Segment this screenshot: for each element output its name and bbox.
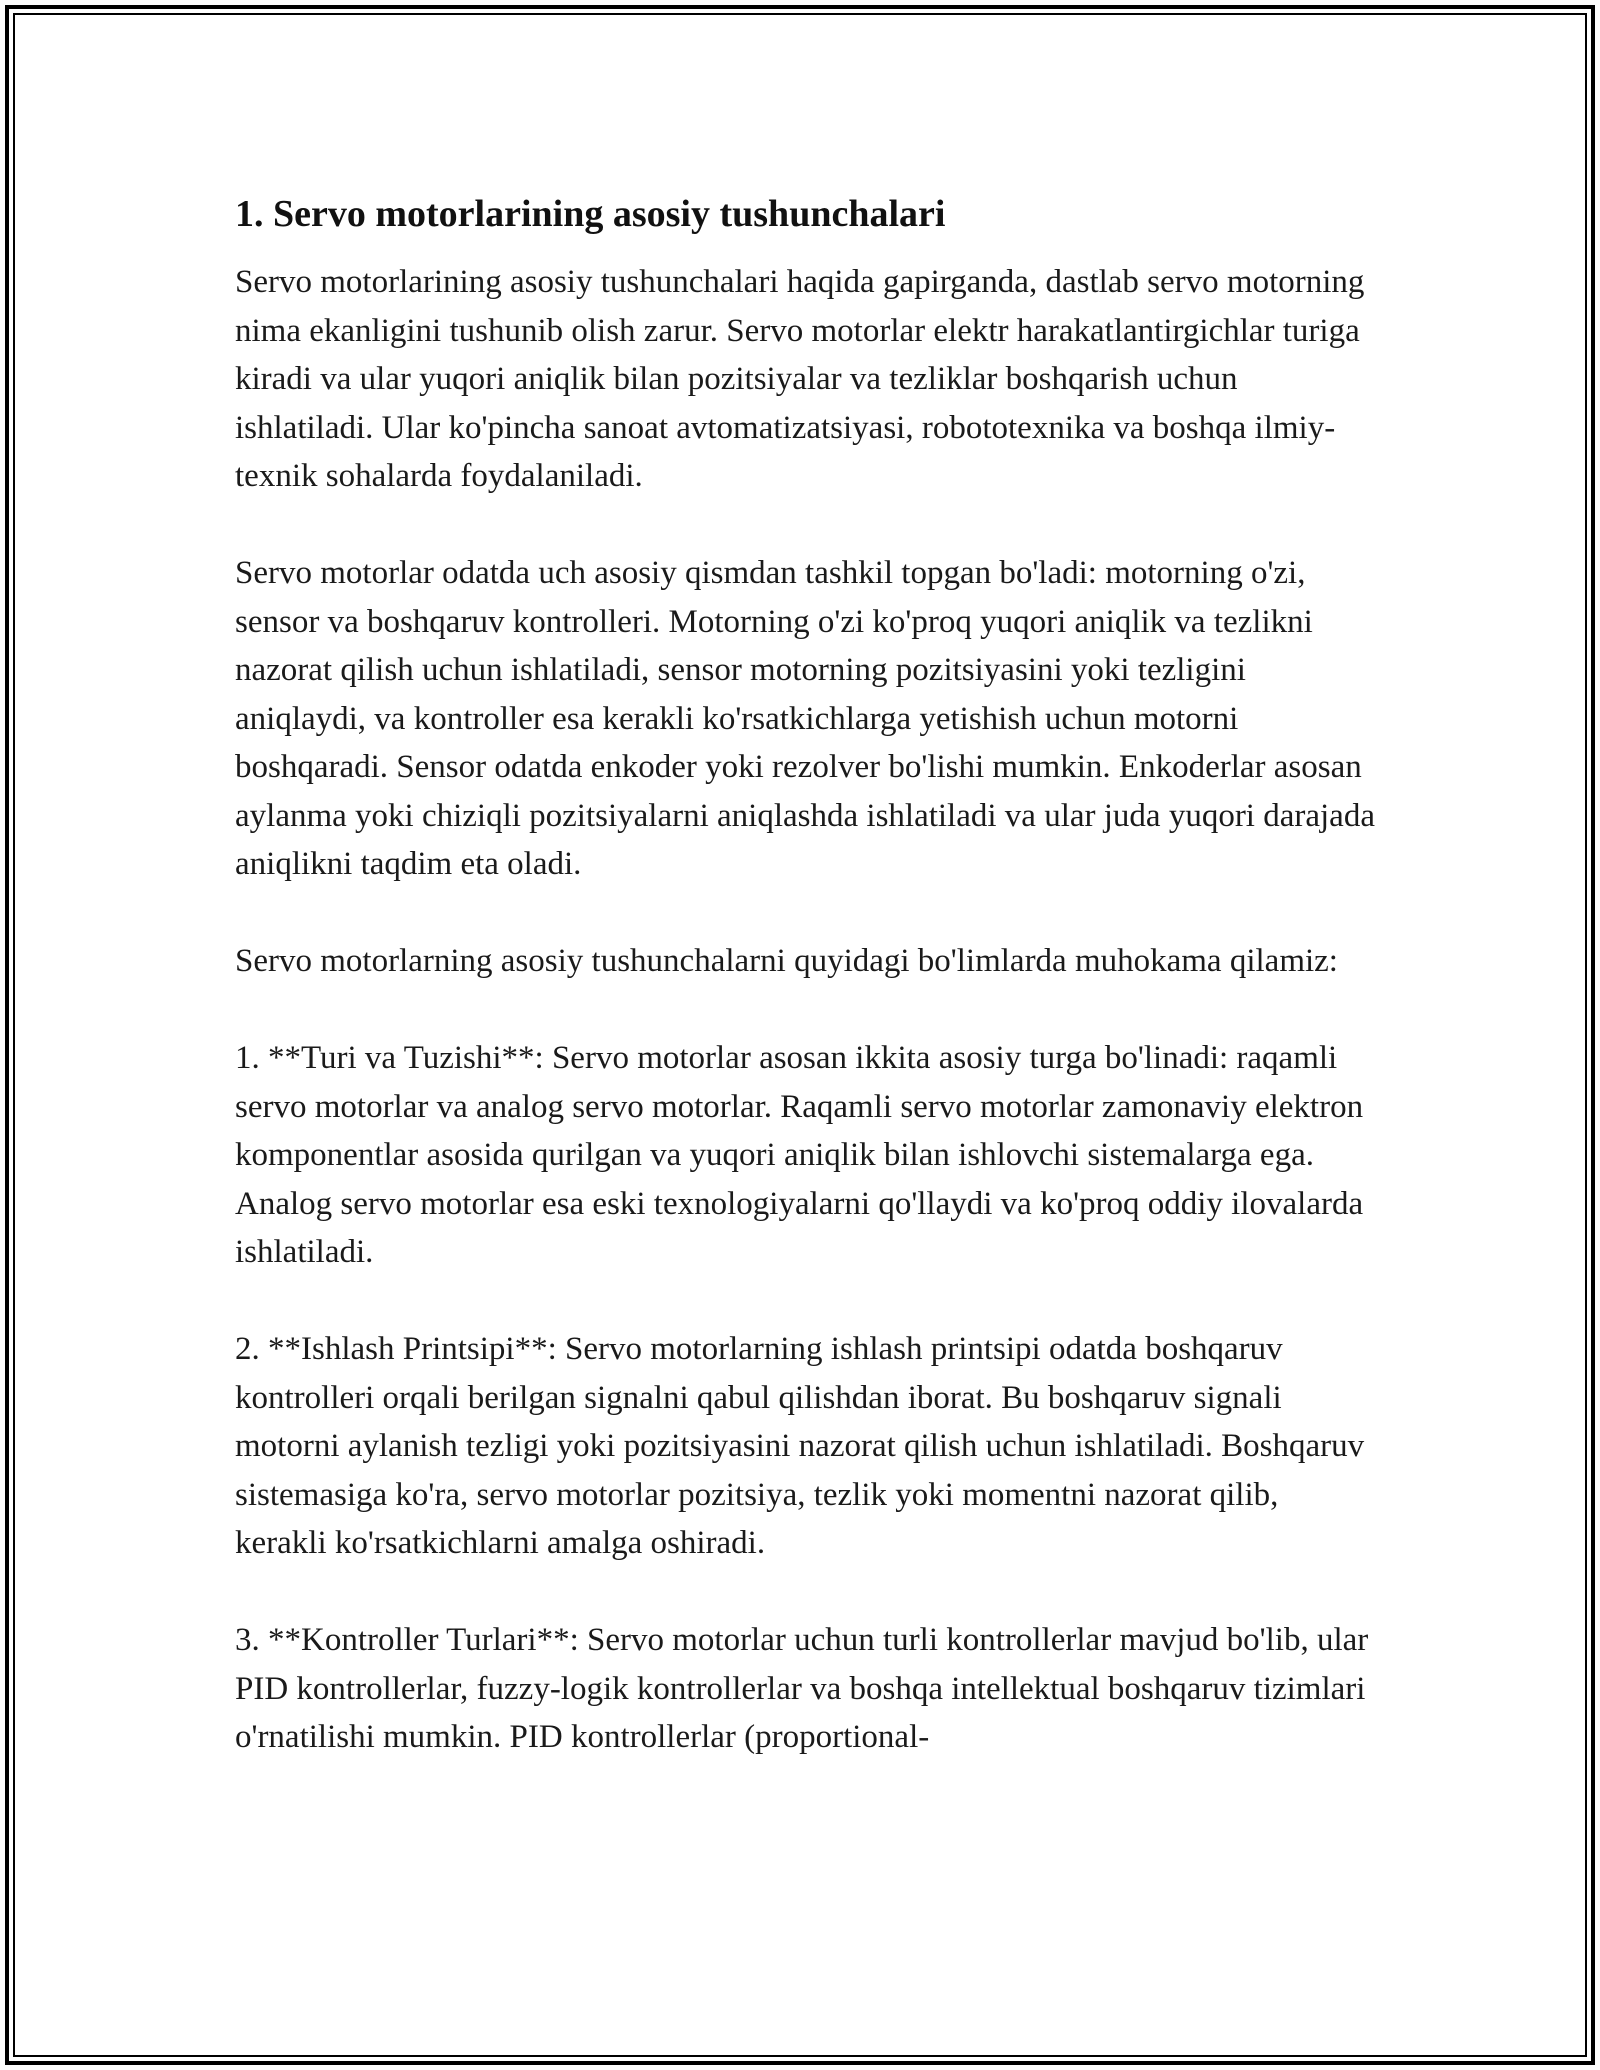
section-heading: 1. Servo motorlarining asosiy tushunchalari — [235, 193, 946, 235]
paragraph-item-types: 1. **Turi va Tuzishi**: Servo motorlar asosan ikkita asosiy turga bo'linadi: raqamli servo motorlar va analog servo motorlar. Raqamli servo motorlar zamonaviy elektron komponentlar asosida qurilgan va yuqori aniqlik bilan ishlovchi sistemalarga ega. Analog servo motorlar esa eski texnologiyalarni qo'llaydi va ko'proq oddiy ilovalarda ishlatiladi. — [235, 1040, 1364, 1270]
paragraph-intro: Servo motorlarining asosiy tushunchalari haqida gapirganda, dastlab servo motorning nima ekanligini tushunib olish zarur. Servo motorlar elektr harakatlantirgichlar turiga kiradi va ular yuqori aniqlik bilan pozitsiyalar va tezliklar boshqarish uchun ishlatiladi. Ular ko'pincha sanoat avtomatizatsiyasi, robototexnika va boshqa ilmiy-texnik sohalarda foydalaniladi. — [235, 264, 1365, 494]
paragraph-item-controllers: 3. **Kontroller Turlari**: Servo motorlar uchun turli kontrollerlar mavjud bo'lib, ular PID kontrollerlar, fuzzy-logik kontrollerlar va boshqa intellektual boshqaruv tizimlari o'rnatilishi mumkin. PID kontrollerlar (proportional- — [235, 1622, 1369, 1755]
paragraph-sections-intro: Servo motorlarning asosiy tushunchalarni quyidagi bo'limlarda muhokama qilamiz: — [235, 943, 1338, 979]
document-body — [235, 188, 1375, 1810]
paragraph-components: Servo motorlar odatda uch asosiy qismdan tashkil topgan bo'ladi: motorning o'zi, sensor va boshqaruv kontrolleri. Motorning o'zi ko'proq yuqori aniqlik va tezlikni nazorat qilish uchun ishlatiladi, sensor motorning pozitsiyasini yoki tezligini aniqlaydi, va kontroller esa kerakli ko'rsatkichlarga yetishish uchun motorni boshqaradi. Sensor odatda enkoder yoki rezolver bo'lishi mumkin. Enkoderlar asosan aylanma yoki chiziqli pozitsiyalarni aniqlashda ishlatiladi va ular juda yuqori darajada aniqlikni taqdim eta oladi. — [235, 555, 1375, 882]
paragraph-item-principle: 2. **Ishlash Printsipi**: Servo motorlarning ishlash printsipi odatda boshqaruv kontrolleri orqali berilgan signalni qabul qilishdan iborat. Bu boshqaruv signali motorni aylanish tezligi yoki pozitsiyasini nazorat qilish uchun ishlatiladi. Boshqaruv sistemasiga ko'ra, servo motorlar pozitsiya, tezlik yoki momentni nazorat qilib, kerakli ko'rsatkichlarni amalga oshiradi. — [235, 1331, 1365, 1561]
